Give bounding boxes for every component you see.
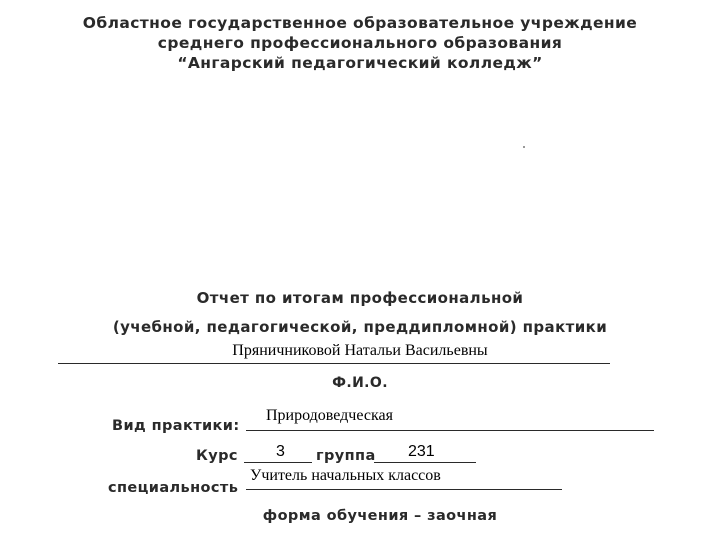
institution-line-3: “Ангарский педагогический колледж” [177, 54, 543, 72]
report-title-line-2: (учебной, педагогической, преддипломной) практики [112, 318, 608, 336]
specialty-label: специальность [108, 480, 239, 496]
specialty-underline [246, 489, 562, 490]
scan-speck [523, 146, 525, 148]
fio-caption: Ф.И.О. [332, 375, 388, 391]
student-name: Пряничниковой Натальи Васильевны [232, 342, 488, 359]
specialty-value: Учитель начальных классов [250, 467, 441, 484]
course-label: Курс [196, 448, 238, 464]
institution-line-1: Областное государственное образовательное учреждение [82, 14, 638, 32]
practice-type-label: Вид практики: [112, 418, 240, 434]
course-underline [244, 462, 312, 463]
group-value: 231 [408, 443, 435, 460]
group-label: группа [316, 448, 376, 464]
practice-type-underline [246, 430, 654, 431]
course-value: 3 [276, 443, 285, 460]
report-title-line-1: Отчет по итогам профессиональной [196, 289, 524, 307]
study-form: форма обучения – заочная [262, 508, 498, 524]
institution-line-2: среднего профессионального образования [157, 34, 563, 52]
group-underline [374, 462, 476, 463]
practice-type-value: Природоведческая [266, 407, 393, 424]
student-name-underline [58, 363, 610, 364]
